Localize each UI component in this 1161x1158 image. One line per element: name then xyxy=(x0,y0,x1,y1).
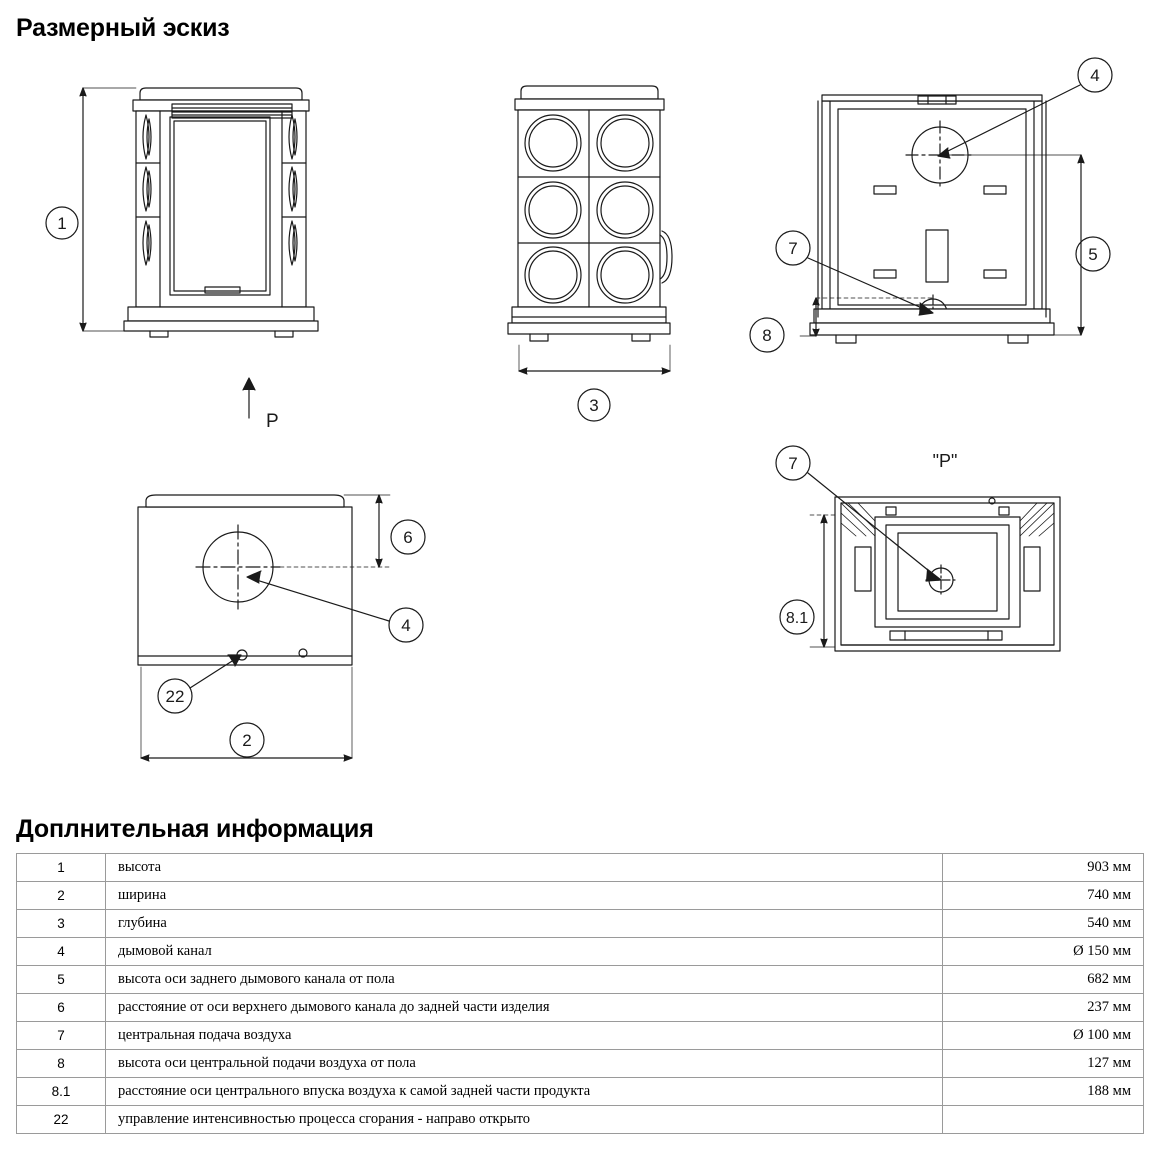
row-description: расстояние от оси верхнего дымового канала до задней части изделия xyxy=(106,994,943,1022)
row-description: расстояние оси центрального впуска воздуха к самой задней части продукта xyxy=(106,1078,943,1106)
front-view xyxy=(124,88,318,337)
row-number: 1 xyxy=(17,854,106,882)
table-row xyxy=(17,854,1144,882)
table-row xyxy=(17,1050,1144,1078)
svg-text:4: 4 xyxy=(1090,66,1100,85)
view-p xyxy=(835,451,1060,651)
row-value: 188 мм xyxy=(943,1078,1144,1106)
row-value: 540 мм xyxy=(943,910,1144,938)
row-number: 2 xyxy=(17,882,106,910)
side-view xyxy=(508,86,672,341)
row-description: центральная подача воздуха xyxy=(106,1022,943,1050)
row-value: Ø 100 мм xyxy=(943,1022,1144,1050)
row-value: 682 мм xyxy=(943,966,1144,994)
row-value: 903 мм xyxy=(943,854,1144,882)
row-number: 8.1 xyxy=(17,1078,106,1106)
row-description: высота оси заднего дымового канала от пола xyxy=(106,966,943,994)
row-number: 7 xyxy=(17,1022,106,1050)
specifications-table xyxy=(16,853,1144,1134)
table-row xyxy=(17,1022,1144,1050)
row-description: дымовой канал xyxy=(106,938,943,966)
row-number: 4 xyxy=(17,938,106,966)
svg-text:2: 2 xyxy=(242,731,252,750)
row-description: ширина xyxy=(106,882,943,910)
table-row xyxy=(17,966,1144,994)
page-title-dimension-sketch: Размерный эскиз xyxy=(16,14,230,42)
table-row xyxy=(17,910,1144,938)
table-row xyxy=(17,1106,1144,1134)
svg-text:5: 5 xyxy=(1088,245,1098,264)
table-row xyxy=(17,938,1144,966)
rear-view xyxy=(810,95,1054,343)
row-number: 5 xyxy=(17,966,106,994)
direction-arrow-p xyxy=(243,378,279,432)
row-number: 8 xyxy=(17,1050,106,1078)
svg-text:8: 8 xyxy=(762,326,772,345)
svg-text:1: 1 xyxy=(57,214,67,233)
plan-view xyxy=(138,495,352,665)
row-value: 237 мм xyxy=(943,994,1144,1022)
svg-text:8.1: 8.1 xyxy=(785,610,809,627)
svg-text:3: 3 xyxy=(589,396,599,415)
table-row xyxy=(17,994,1144,1022)
row-number: 3 xyxy=(17,910,106,938)
row-description: управление интенсивностью процесса сгорания - направо открыто xyxy=(106,1106,943,1134)
svg-text:6: 6 xyxy=(403,528,413,547)
svg-text:7: 7 xyxy=(788,454,798,473)
row-value: Ø 150 мм xyxy=(943,938,1144,966)
svg-text:"P": "P" xyxy=(932,451,958,471)
svg-text:7: 7 xyxy=(788,239,798,258)
row-description: высота оси центральной подачи воздуха от пола xyxy=(106,1050,943,1078)
dimension-2 xyxy=(141,667,352,761)
row-value xyxy=(943,1106,1144,1134)
dimension-8-1 xyxy=(780,515,835,647)
row-number: 22 xyxy=(17,1106,106,1134)
row-number: 6 xyxy=(17,994,106,1022)
table-row xyxy=(17,1078,1144,1106)
row-description: глубина xyxy=(106,910,943,938)
svg-text:22: 22 xyxy=(165,687,185,706)
svg-text:P: P xyxy=(266,411,279,432)
table-row xyxy=(17,882,1144,910)
row-value: 127 мм xyxy=(943,1050,1144,1078)
row-value: 740 мм xyxy=(943,882,1144,910)
dimension-1 xyxy=(46,88,136,331)
page-title-additional-info: Доплнительная информация xyxy=(16,815,374,843)
dimension-3 xyxy=(519,345,670,421)
svg-text:4: 4 xyxy=(401,616,411,635)
technical-drawing xyxy=(0,55,1161,800)
row-description: высота xyxy=(106,854,943,882)
